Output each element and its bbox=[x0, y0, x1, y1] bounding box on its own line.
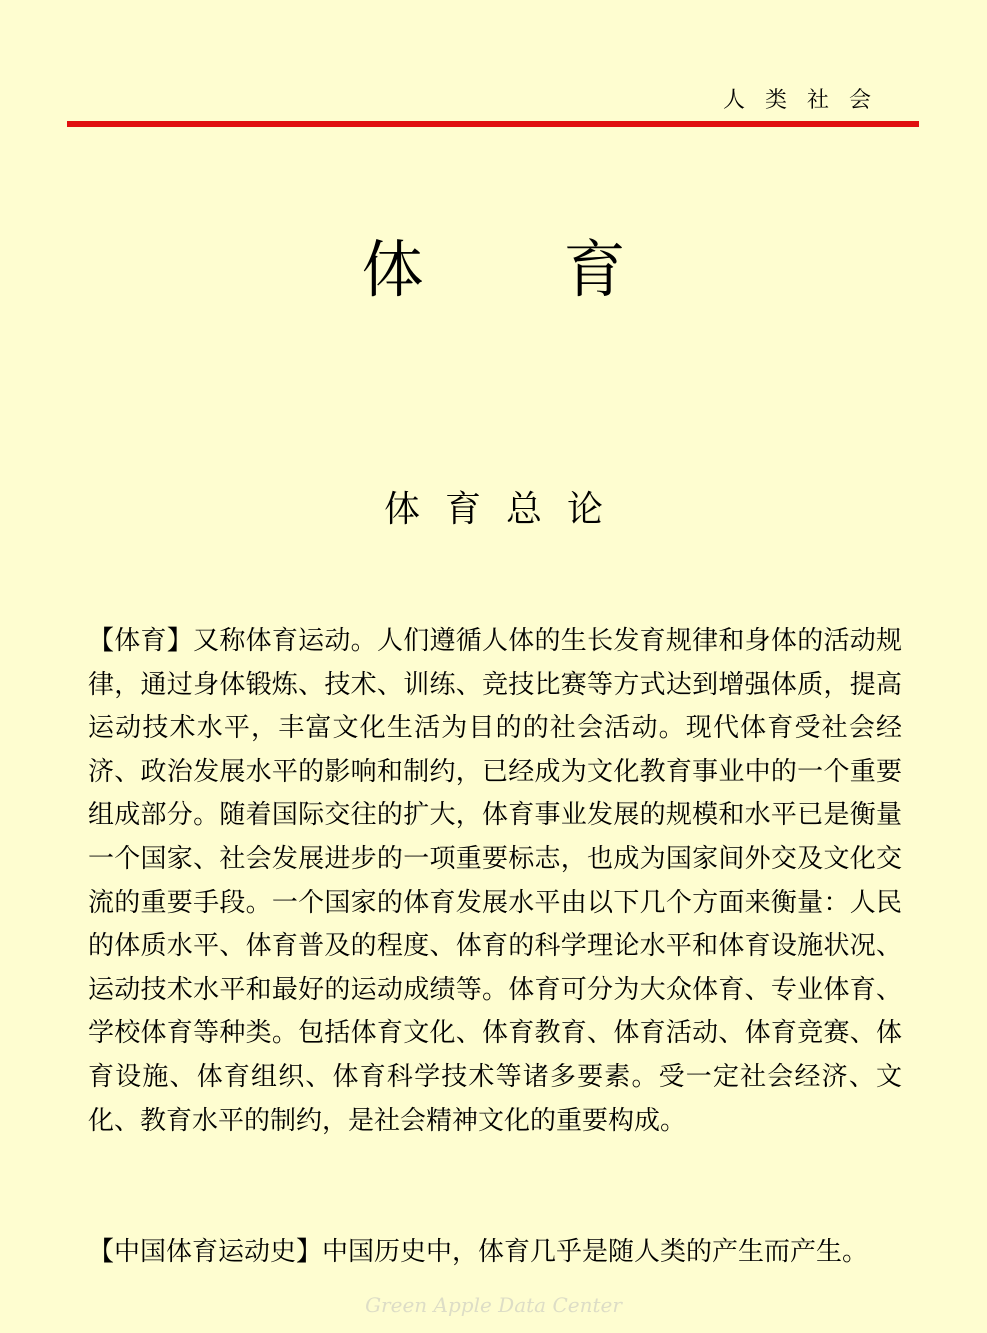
paragraph-body: 又称体育运动。人们遵循人体的生长发育规律和身体的活动规律，通过身体锻炼、技术、训练、竞技比赛等方式达到增强体质，提高运动技术水平，丰富文化生活为目的的社会活动。现代体育受社会经济、政治发展水平的影响和制约，已经成为文化教育事业中的一个重要组成部分。随着国际交往的扩大，体育事业发展的规模和水平已是衡量一个国家、社会发展进步的一项重要标志，也成为国家间外交及文化交流的重要手段。一个国家的体育发展水平由以下几个方面来衡量：人民的体质水平、体育普及的程度、体育的科学理论水平和体育设施状况、运动技术水平和最好的运动成绩等。体育可分为大众体育、专业体育、学校体育等种类。包括体育文化、体育教育、体育活动、体育竞赛、体育设施、体育组织、体育科学技术等诸多要素。受一定社会经济、文化、教育水平的制约，是社会精神文化的重要构成。 bbox=[88, 626, 902, 1136]
paragraph-sports bbox=[88, 620, 902, 1143]
paragraph-china-sports-history bbox=[88, 1231, 902, 1275]
page-title: 体育 bbox=[361, 233, 766, 306]
term-heading: 【体育】 bbox=[88, 626, 194, 656]
section-title: 体育总论 bbox=[383, 489, 628, 530]
header-divider bbox=[67, 121, 919, 127]
term-heading: 【中国体育运动史】 bbox=[88, 1237, 323, 1267]
watermark: Green Apple Data Center bbox=[365, 1293, 622, 1317]
paragraph-body: 中国历史中，体育几乎是随人类的产生而产生。 bbox=[322, 1237, 869, 1267]
running-header-category: 人类社会 bbox=[722, 88, 891, 113]
